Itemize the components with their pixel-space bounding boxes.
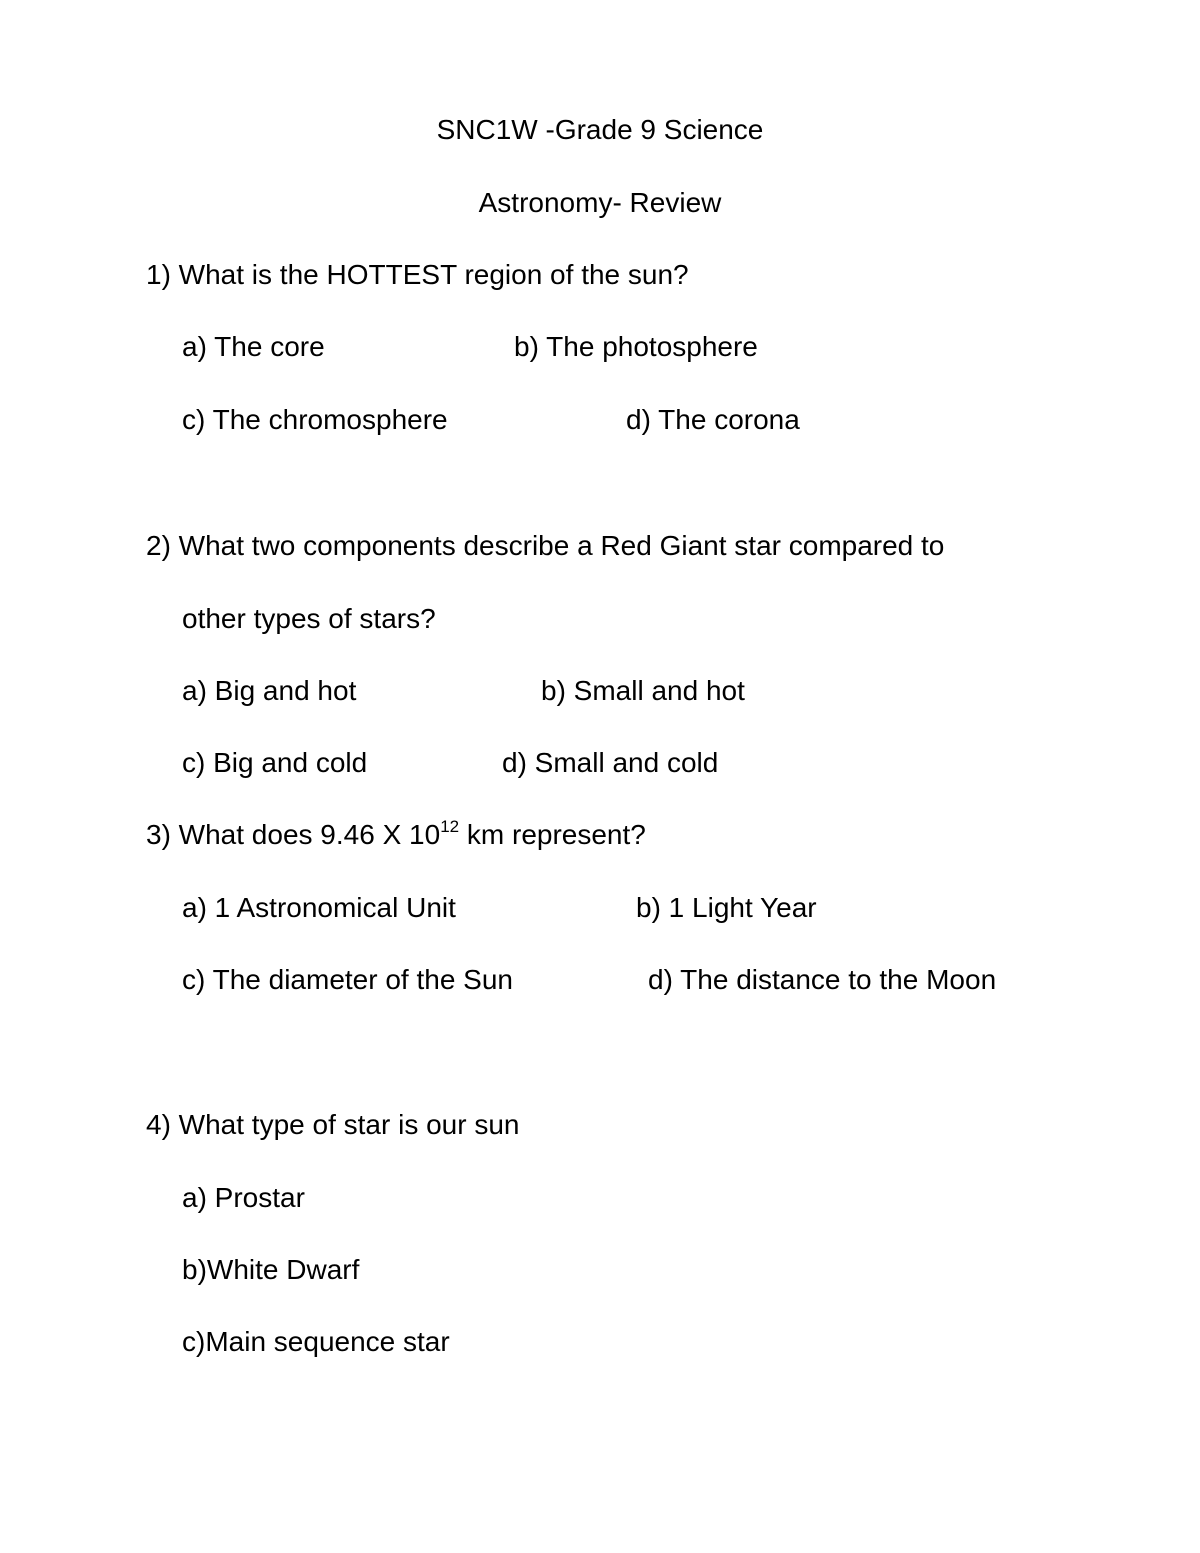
question-3-text-main: 3) What does 9.46 X 10 — [146, 819, 441, 850]
question-1-option-d: d) The corona — [626, 404, 800, 435]
question-2-text-line-1: 2) What two components describe a Red Giant star compared to — [146, 530, 945, 561]
question-3-text-end: km represent? — [459, 819, 646, 850]
question-2-option-a: a) Big and hot — [182, 675, 357, 706]
question-1-option-c: c) The chromosphere — [182, 404, 448, 435]
question-3-text — [146, 817, 646, 850]
question-2-option-c: c) Big and cold — [182, 747, 368, 778]
question-2-text-line-2: other types of stars? — [182, 603, 436, 634]
question-2-option-b: b) Small and hot — [541, 675, 745, 706]
question-4-option-a: a) Prostar — [182, 1182, 305, 1213]
question-3-option-d: d) The distance to the Moon — [648, 964, 997, 995]
question-3-option-b: b) 1 Light Year — [636, 892, 817, 923]
course-title: SNC1W -Grade 9 Science — [436, 114, 764, 145]
question-3-option-c: c) The diameter of the Sun — [182, 964, 513, 995]
question-1-option-b: b) The photosphere — [514, 331, 758, 362]
question-3-exponent: 12 — [440, 817, 460, 836]
question-3-option-a: a) 1 Astronomical Unit — [182, 892, 456, 923]
question-4-text: 4) What type of star is our sun — [146, 1109, 520, 1140]
question-1-option-a: a) The core — [182, 331, 325, 362]
question-1-text: 1) What is the HOTTEST region of the sun? — [146, 259, 689, 290]
question-4-option-b: b)White Dwarf — [182, 1254, 360, 1285]
question-2-option-d: d) Small and cold — [502, 747, 719, 778]
question-4-option-c: c)Main sequence star — [182, 1326, 450, 1357]
unit-title: Astronomy- Review — [478, 187, 722, 218]
